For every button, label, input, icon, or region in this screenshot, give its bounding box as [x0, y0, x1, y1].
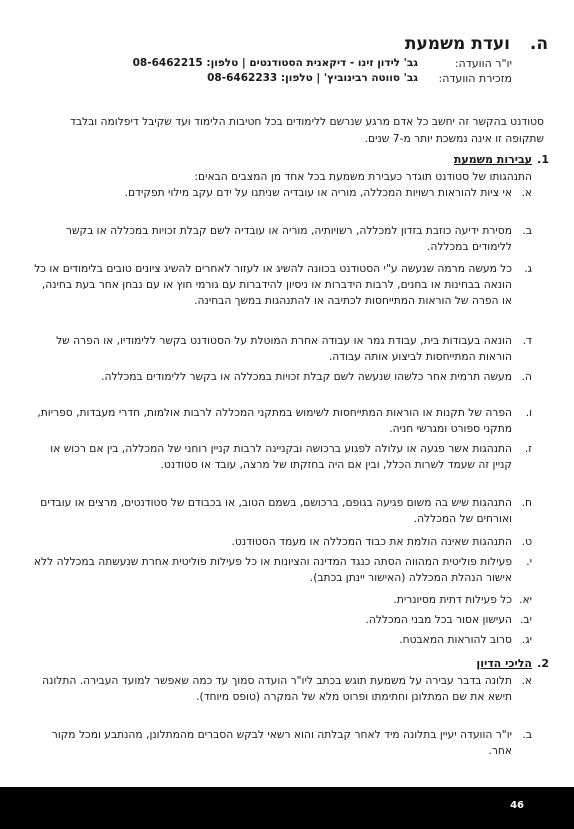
list-marker: ו.	[525, 406, 532, 419]
intro-paragraph: סטודנט בהקשר זה יחשב כל אדם מרגע שנרשם ללימודים בכל חטיבות הלימוד ועד שקיבל דיפלומה ובלבד שתקופה זו אינה נמשכת יותר מ-7 שנים.	[69, 115, 544, 145]
list-marker: יב.	[520, 613, 532, 626]
list-text: תלונה בדבר עבירה על משמעת תוגש בכתב ליו"ר הועדה סמוך עד כמה שאפשר למועד העבירה. התלונה תישא את שם המתלונן וחתימתו ופרוט מלא של המקרה (טופס מיוחד).	[42, 674, 512, 703]
list-text: יו"ר הוועדה יעיין בתלונה מיד לאחר קבלתה והוא רשאי לבקש הסברים מהמתלונן, מהנתבע ומכל מקור אחר.	[51, 728, 512, 757]
list-text: פעילות פוליטית המהווה הסתה כנגד המדינה והציונות או כל פעילות פוליטית אחרת שנעשתה במכללה ללא אישור הנהלת המכללה (האישור יינתן בכתב).	[33, 555, 512, 584]
chair-label: יו"ר הוועדה:	[454, 57, 512, 70]
list-text: העישון אסור בכל מבני המכללה.	[365, 613, 512, 626]
chair-value: גב' לידון זינו - דיקאנית הסטודנטים | טלפון: 08-6462215	[132, 57, 418, 69]
offenses-lead: התנהגותו של סטודנט תוגדר כעבירת משמעת בכל אחד מן המצבים הבאים:	[194, 170, 532, 183]
list-marker: א.	[521, 674, 532, 687]
list-marker: יא.	[519, 593, 532, 606]
procedures-title: הליכי הדיון	[476, 657, 532, 670]
list-item	[32, 333, 532, 365]
list-marker: ג.	[524, 262, 532, 275]
list-marker: ה.	[521, 370, 532, 383]
list-marker: ט.	[521, 535, 532, 548]
list-marker: י.	[526, 555, 532, 568]
list-item	[32, 554, 532, 586]
list-item	[32, 405, 532, 437]
list-text: סרוב להוראות המאבטח.	[399, 633, 512, 646]
list-text: התנהגות שיש בה משום פגיעה בגופם, ברכושם, בשמם הטוב, או בכבודם של סטודנטים, מרצים או עובדים ואורחים של המכללה.	[40, 496, 512, 525]
list-item	[32, 612, 532, 628]
list-item	[32, 495, 532, 527]
section-letter: ה.	[529, 34, 548, 54]
list-marker: ד.	[522, 334, 532, 347]
list-text: הפרה של תקנות או הוראות המתייחסות לשימוש במתקני המכללה לרבות אולמות, חדרי מעבדות, ספריות, מתקני ספורט ומגרשי חניה.	[37, 406, 512, 435]
list-item	[32, 185, 532, 201]
list-item	[32, 441, 532, 473]
list-marker: ב.	[522, 224, 532, 237]
list-marker: ז.	[524, 442, 532, 455]
offenses-number: 1.	[537, 153, 549, 166]
list-marker: ב.	[522, 728, 532, 741]
secretary-label: מזכירת הוועדה:	[438, 72, 512, 85]
list-text: הונאה בעבודות בית, עבודת גמר או עבודה אחרת המוטלת על הסטודנט בקשר ללימודיו, או הפרה של הוראות המתייחסות לביצוע אותה עבודה.	[56, 334, 512, 363]
list-marker: ח.	[521, 496, 532, 509]
list-text: מסירת ידיעה כוזבת בזדון למכללה, רשויותיה, מוריה או עובדיה לשם קבלת זכויות במכללה או בקשר ללימודים במכללה.	[65, 224, 512, 253]
offenses-title: עבירות משמעת	[453, 153, 532, 166]
list-item	[32, 673, 532, 705]
list-text: מעשה תרמית אחר כלשהו שנעשה לשם קבלת זכויות במכללה או בקשר ללימודים במכללה.	[101, 370, 512, 383]
section-title: ועדת משמעת	[404, 34, 510, 54]
procedures-number: 2.	[537, 657, 549, 670]
footer-bar	[0, 787, 574, 829]
list-marker: א.	[521, 186, 532, 199]
offenses-heading	[453, 153, 549, 166]
list-item	[32, 592, 532, 608]
list-text: כל מעשה מרמה שנעשה ע"י הסטודנט בכוונה להשיג או לעזור לאחרים להשיג ציונים טובים בלימודים או כל הונאה בבחינות או בחנים, לרבות הידברות או ניסיון להידברות עם גורמי חוץ או עם נבחן אחר בעת בחינה, או הפרה של הוראות המתייחסות לכתיבה או להתנהגות במשך הבחינה.	[34, 262, 512, 307]
list-text: התנהגות אשר פגעה או עלולה לפגוע ברכושה ובקניינה לרבות קניין רוחני של המכללה, בין אם רכוש או קניין זה שעמד לשרות הכלל, ובין אם היה בחזקתו של מרצה, עובד או סטודנט.	[50, 442, 512, 471]
secretary-value: גב' סווטה רבינוביץ' | טלפון: 08-6462233	[207, 72, 418, 84]
list-text: התנהגות שאינה הולמת את כבוד המכללה או מעמד הסטודנט.	[231, 535, 512, 548]
list-item	[32, 727, 532, 759]
list-item	[32, 534, 532, 550]
list-text: כל פעילות דתית מסיונרית.	[393, 593, 512, 606]
page-number: 46	[510, 800, 524, 811]
list-item	[32, 261, 532, 309]
list-text: אי ציות להוראות רשויות המכללה, מוריה או עובדיה שניתנו על ידם עקב מילוי תפקידם.	[124, 186, 512, 199]
procedures-heading	[476, 657, 549, 670]
list-item	[32, 369, 532, 385]
list-item	[32, 632, 532, 648]
list-item	[32, 223, 532, 255]
list-marker: יג.	[521, 633, 532, 646]
